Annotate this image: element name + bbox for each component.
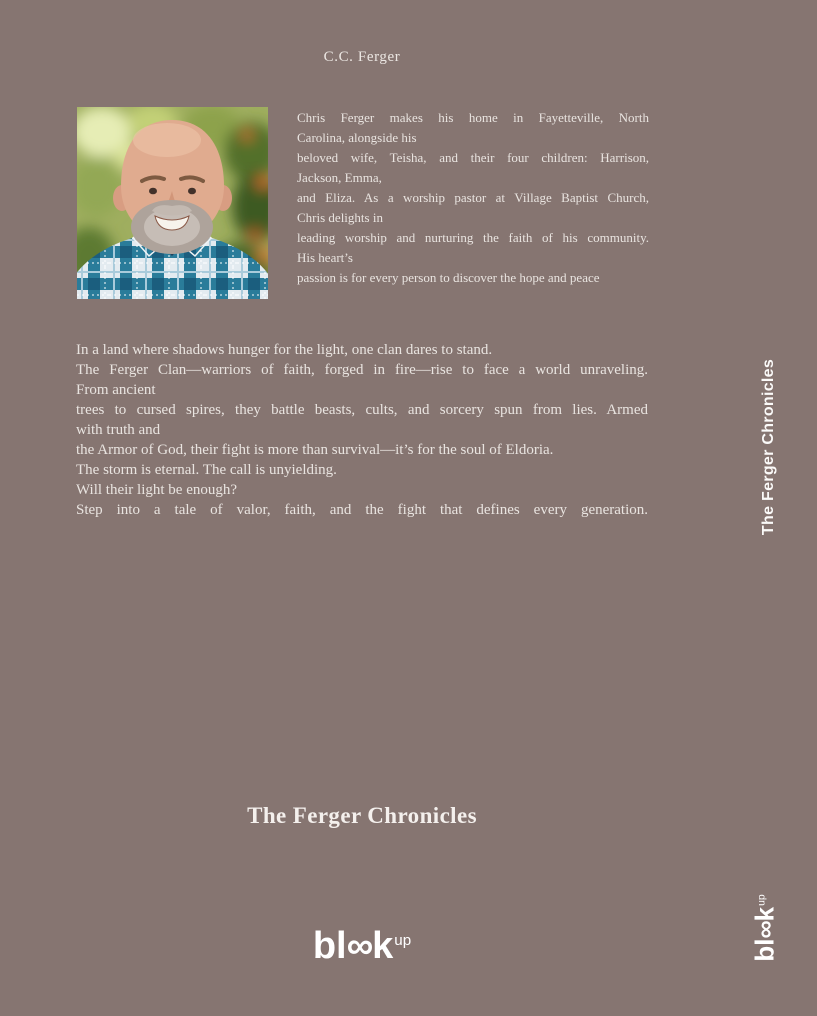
blookup-logo [0, 924, 724, 968]
blookup-logo-text-k: k [372, 925, 394, 967]
bio-line: leading worship and nurturing the faith of his community. [297, 230, 649, 245]
bio-line: and Eliza. As a worship pastor at Village Baptist Church, [297, 190, 649, 205]
synopsis-line: Will their light be enough? [76, 482, 238, 498]
author-photo [77, 107, 268, 299]
spine-title: The Ferger Chronicles [760, 358, 777, 536]
bio-line: Jackson, Emma, [297, 170, 382, 185]
infinity-oo-icon: ∞ [346, 924, 373, 966]
synopsis-line: From ancient [76, 382, 156, 398]
bio-line: His heart’s [297, 250, 353, 265]
synopsis-line: The storm is eternal. The call is unyielding. [76, 462, 337, 478]
book-title: The Ferger Chronicles [247, 803, 477, 828]
synopsis-line: the Armor of God, their fight is more than survival—it’s for the soul of Eldoria. [76, 442, 554, 458]
synopsis-line: Step into a tale of valor, faith, and the fight that defines every generation. [76, 502, 648, 518]
blookup-logo-text-bl: bl [749, 938, 780, 962]
synopsis-line: with truth and [76, 422, 161, 438]
blookup-logo-text-bl: bl [312, 925, 347, 967]
author-bio [297, 108, 649, 288]
synopsis-line: The Ferger Clan—warriors of faith, forged in fire—rise to face a world unraveling. [76, 362, 648, 378]
synopsis-line: In a land where shadows hunger for the light, one clan dares to stand. [76, 342, 493, 358]
blookup-logo-sup: up [756, 894, 768, 906]
book-synopsis [76, 340, 648, 520]
bio-line: Chris Ferger makes his home in Fayetteville, North [297, 110, 649, 125]
blookup-logo-vertical [750, 894, 781, 961]
infinity-oo-icon: ∞ [751, 921, 780, 939]
bio-line: Chris delights in [297, 210, 383, 225]
blookup-logo-sup: up [394, 932, 412, 950]
author-photo-illustration [77, 107, 268, 299]
bio-line: Carolina, alongside his [297, 130, 417, 145]
synopsis-line: trees to cursed spires, they battle beasts, cults, and sorcery spun from lies. Armed [76, 402, 648, 418]
bio-line: beloved wife, Teisha, and their four children: Harrison, [297, 150, 649, 165]
blookup-logo-text-k: k [749, 906, 780, 922]
author-name: C.C. Ferger [323, 49, 401, 65]
bio-line: passion is for every person to discover the hope and peace [297, 270, 600, 285]
